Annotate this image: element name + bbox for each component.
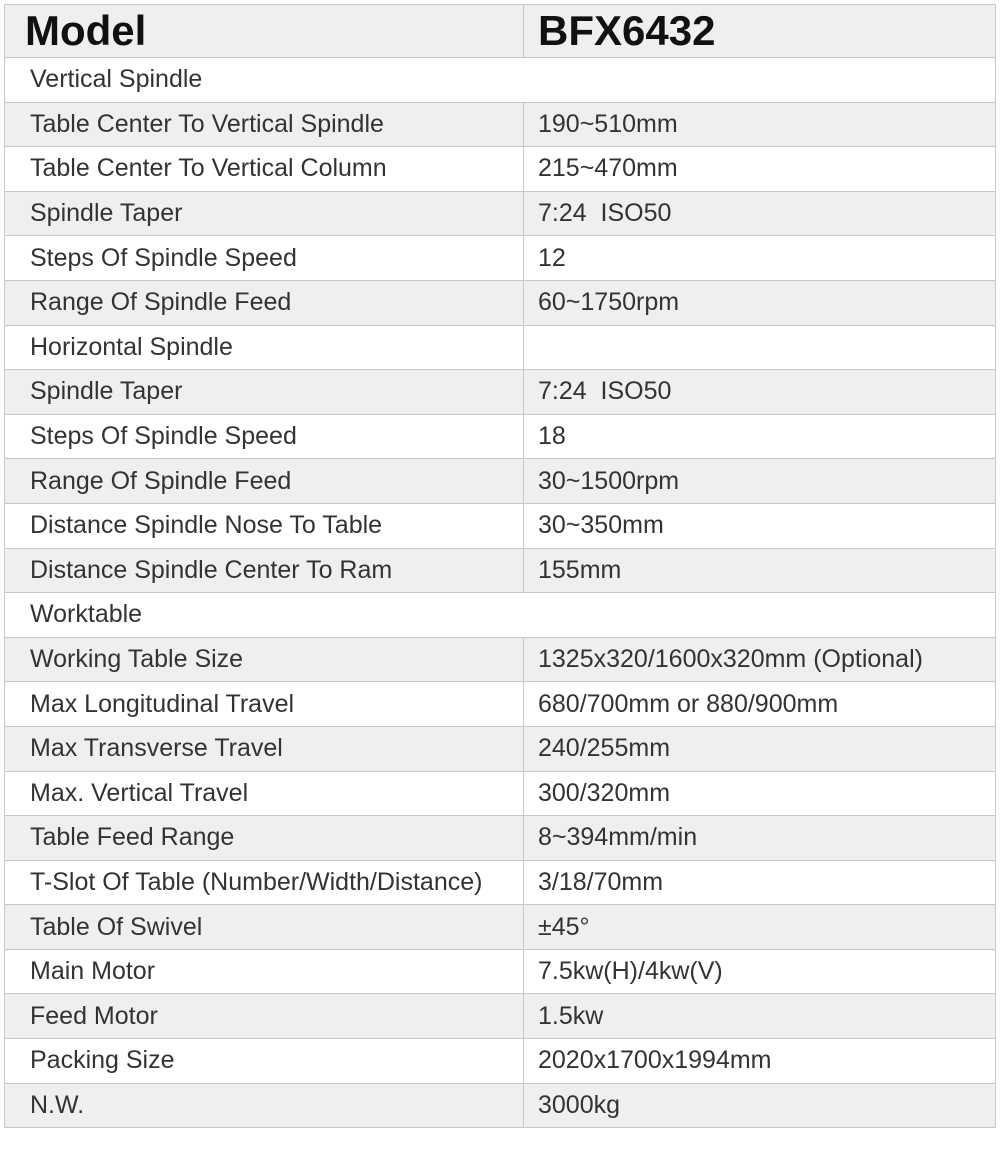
table-row bbox=[5, 503, 996, 548]
table-row bbox=[5, 771, 996, 816]
table-row bbox=[5, 280, 996, 325]
spec-label: Distance Spindle Center To Ram bbox=[5, 548, 524, 593]
spec-label: T-Slot Of Table (Number/Width/Distance) bbox=[5, 860, 524, 905]
spec-value: 30~350mm bbox=[524, 503, 996, 548]
spec-label: Steps Of Spindle Speed bbox=[5, 236, 524, 281]
table-row bbox=[5, 236, 996, 281]
spec-label: Packing Size bbox=[5, 1039, 524, 1084]
table-row bbox=[5, 994, 996, 1039]
spec-value: 2020x1700x1994mm bbox=[524, 1039, 996, 1084]
table-row bbox=[5, 459, 996, 504]
table-row bbox=[5, 1039, 996, 1084]
spec-value: 155mm bbox=[524, 548, 996, 593]
section-label: Horizontal Spindle bbox=[5, 325, 524, 370]
section-row bbox=[5, 325, 996, 370]
spec-label: Working Table Size bbox=[5, 637, 524, 682]
spec-value: 190~510mm bbox=[524, 102, 996, 147]
table-row bbox=[5, 726, 996, 771]
table-header-row bbox=[5, 5, 996, 58]
spec-label: Table Feed Range bbox=[5, 816, 524, 861]
spec-label: Table Center To Vertical Spindle bbox=[5, 102, 524, 147]
spec-label: Spindle Taper bbox=[5, 191, 524, 236]
spec-label: Feed Motor bbox=[5, 994, 524, 1039]
spec-table bbox=[4, 4, 996, 1128]
table-row bbox=[5, 637, 996, 682]
spec-label: Range Of Spindle Feed bbox=[5, 280, 524, 325]
section-row bbox=[5, 593, 996, 638]
spec-label: Table Of Swivel bbox=[5, 905, 524, 950]
spec-value: 7:24 ISO50 bbox=[524, 370, 996, 415]
spec-value: 12 bbox=[524, 236, 996, 281]
spec-value: 7.5kw(H)/4kw(V) bbox=[524, 949, 996, 994]
spec-label: Distance Spindle Nose To Table bbox=[5, 503, 524, 548]
spec-label: Range Of Spindle Feed bbox=[5, 459, 524, 504]
spec-label: Steps Of Spindle Speed bbox=[5, 414, 524, 459]
spec-value: 3/18/70mm bbox=[524, 860, 996, 905]
table-row bbox=[5, 905, 996, 950]
spec-label: Main Motor bbox=[5, 949, 524, 994]
table-row bbox=[5, 548, 996, 593]
spec-value: 300/320mm bbox=[524, 771, 996, 816]
table-row bbox=[5, 414, 996, 459]
spec-value: 18 bbox=[524, 414, 996, 459]
model-value: BFX6432 bbox=[524, 5, 996, 58]
spec-value: 215~470mm bbox=[524, 147, 996, 192]
spec-value: 1.5kw bbox=[524, 994, 996, 1039]
table-row bbox=[5, 370, 996, 415]
spec-label: Max Transverse Travel bbox=[5, 726, 524, 771]
spec-label: Max. Vertical Travel bbox=[5, 771, 524, 816]
spec-label: Table Center To Vertical Column bbox=[5, 147, 524, 192]
section-row bbox=[5, 58, 996, 103]
table-row bbox=[5, 1083, 996, 1128]
spec-value: 1325x320/1600x320mm (Optional) bbox=[524, 637, 996, 682]
spec-value: 8~394mm/min bbox=[524, 816, 996, 861]
spec-value: ±45° bbox=[524, 905, 996, 950]
model-label: Model bbox=[5, 5, 524, 58]
spec-label: Max Longitudinal Travel bbox=[5, 682, 524, 727]
spec-label: Spindle Taper bbox=[5, 370, 524, 415]
spec-value: 3000kg bbox=[524, 1083, 996, 1128]
spec-value: 240/255mm bbox=[524, 726, 996, 771]
table-row bbox=[5, 102, 996, 147]
table-row bbox=[5, 682, 996, 727]
spec-value: 7:24 ISO50 bbox=[524, 191, 996, 236]
spec-value: 60~1750rpm bbox=[524, 280, 996, 325]
spec-label: N.W. bbox=[5, 1083, 524, 1128]
section-label: Worktable bbox=[5, 593, 996, 638]
table-row bbox=[5, 949, 996, 994]
table-row bbox=[5, 191, 996, 236]
spec-table-container bbox=[4, 4, 995, 1128]
table-row bbox=[5, 816, 996, 861]
spec-value bbox=[524, 325, 996, 370]
section-label: Vertical Spindle bbox=[5, 58, 996, 103]
spec-value: 680/700mm or 880/900mm bbox=[524, 682, 996, 727]
spec-value: 30~1500rpm bbox=[524, 459, 996, 504]
table-row bbox=[5, 147, 996, 192]
table-row bbox=[5, 860, 996, 905]
